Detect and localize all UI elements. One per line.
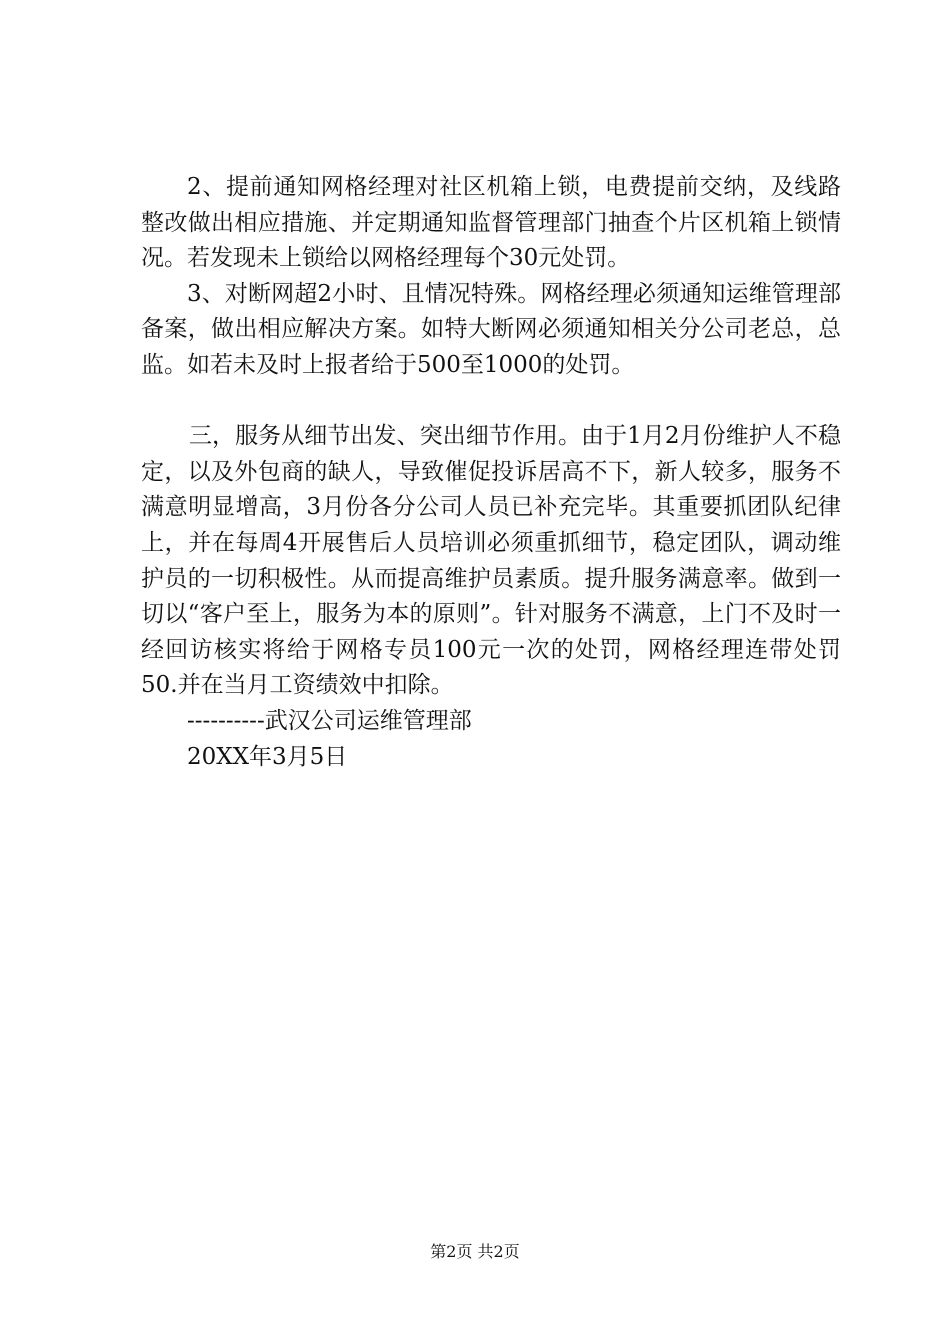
page-number-label: 第2页 共2页 [430, 1242, 520, 1261]
paragraph-item-2: 2、提前通知网格经理对社区机箱上锁，电费提前交纳，及线路整改做出相应措施、并定期通知监督管理部门抽查个片区机箱上锁情况。若发现未上锁给以网格经理每个30元处罚。 [141, 174, 841, 272]
signature-line: ----------武汉公司运维管理部 [187, 707, 472, 734]
page-footer [0, 1242, 950, 1262]
paragraph-section-three: 三，服务从细节出发、突出细节作用。由于1月2月份维护人不稳定，以及外包商的缺人，导致催促投诉居高不下，新人较多，服务不满意明显增高，3月份各分公司人员已补充完毕。其重要抓团队纪律上，并在每周4开展售后人员培训必须重抓细节，稳定团队，调动维护员的一切积极性。从而提高维护员素质。提升服务满意率。做到一切以“客户至上，服务为本的原则”。针对服务不满意，上门不及时一经回访核实将给于网格专员100元一次的处罚，网格经理连带处罚50.并在当月工资绩效中扣除。 [141, 423, 841, 699]
date-line: 20XX年3月5日 [187, 743, 348, 770]
paragraph-item-3: 3、对断网超2小时、且情况特殊。网格经理必须通知运维管理部备案，做出相应解决方案。如特大断网必须通知相关分公司老总，总监。如若未及时上报者给于500至1000的处罚。 [141, 280, 841, 378]
document-body [141, 170, 841, 775]
